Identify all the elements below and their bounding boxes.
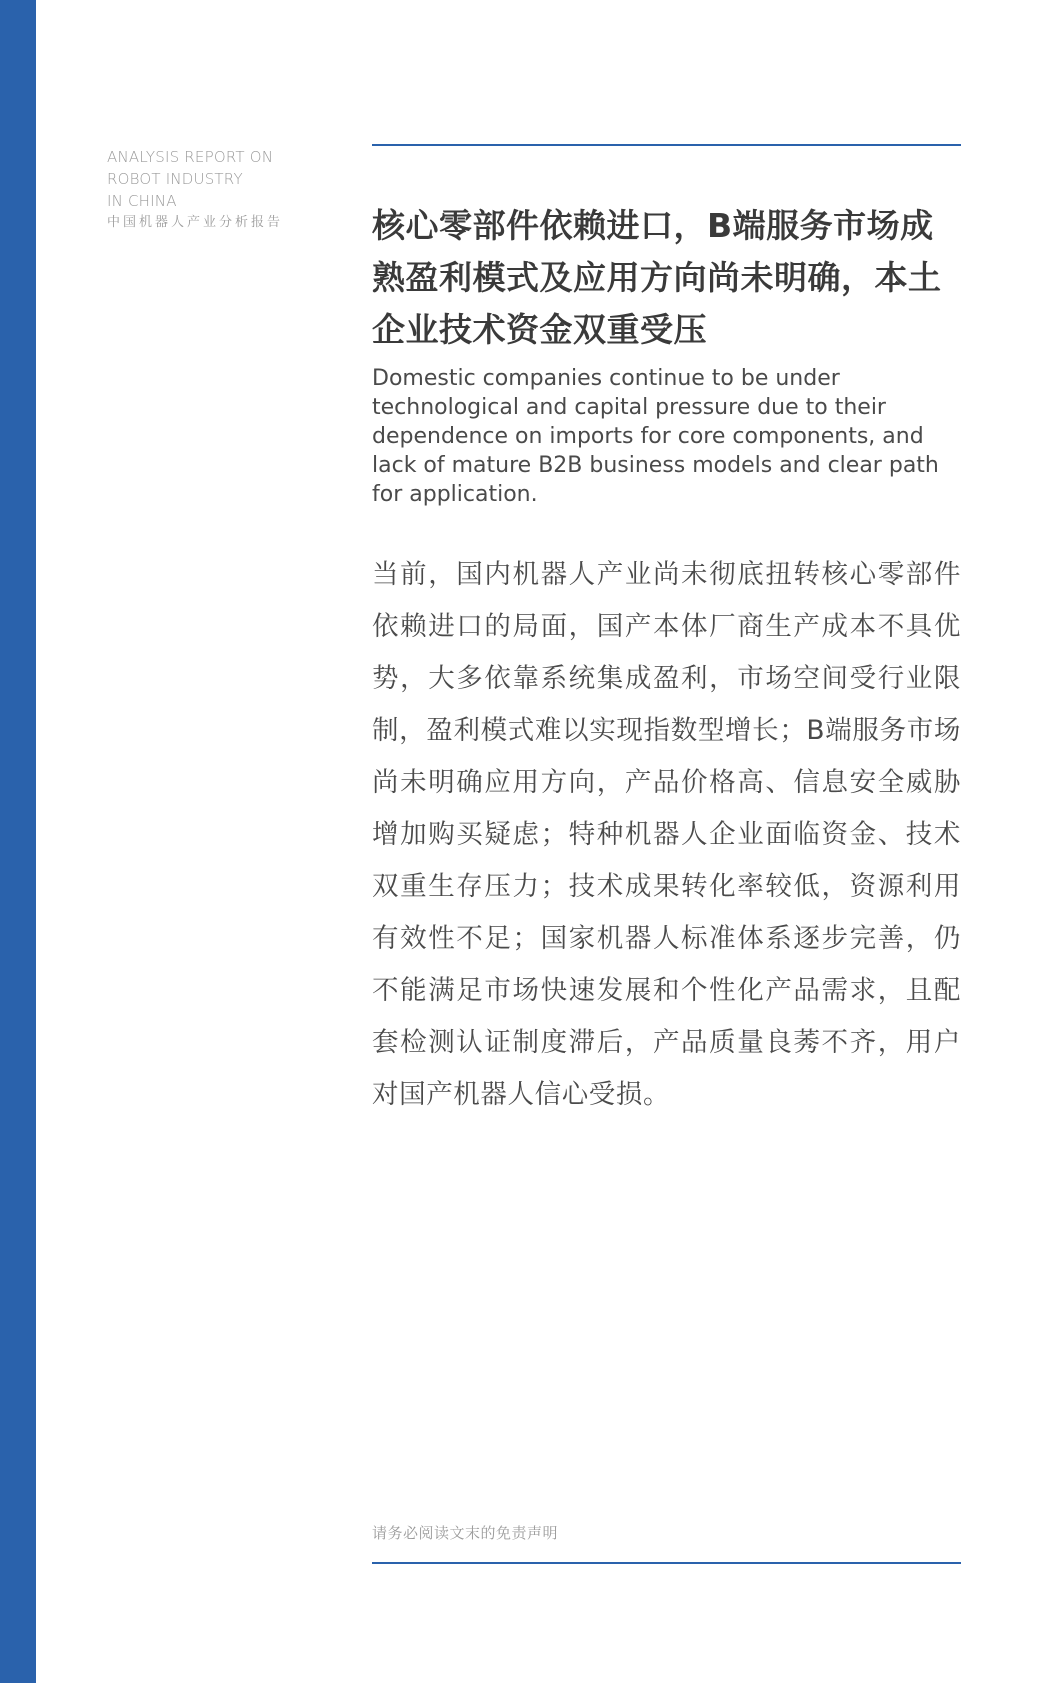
section-title: 核心零部件依赖进口，B端服务市场成熟盈利模式及应用方向尚未明确，本土企业技术资金双重受压 bbox=[372, 206, 942, 349]
body-paragraph: 当前，国内机器人产业尚未彻底扭转核心零部件依赖进口的局面，国产本体厂商生产成本不具优势，大多依靠系统集成盈利，市场空间受行业限制，盈利模式难以实现指数型增长；B端服务市场尚未明确应用方向，产品价格高、信息安全威胁增加购买疑虑；特种机器人企业面临资金、技术双重生存压力；技术成果转化率较低，资源利用有效性不足；国家机器人标准体系逐步完善，仍不能满足市场快速发展和个性化产品需求，且配套检测认证制度滞后，产品质量良莠不齐，用户对国产机器人信心受损。 bbox=[372, 559, 961, 1110]
report-label-chinese: 中国机器人产业分析报告 bbox=[107, 215, 284, 230]
report-label-english: ANALYSIS REPORT ON ROBOT INDUSTRY IN CHINA bbox=[107, 148, 274, 210]
report-series-label bbox=[107, 146, 317, 233]
disclaimer-note: 请务必阅读文末的免责声明 bbox=[372, 1524, 559, 1542]
top-divider bbox=[372, 144, 961, 146]
bottom-divider bbox=[372, 1562, 961, 1564]
side-accent-bar bbox=[0, 0, 36, 1683]
section-subtitle-english: Domestic companies continue to be under technological and capital pressure due to their dependence on imports for core components, and lack of mature B2B business models and clear path for application. bbox=[372, 366, 939, 507]
